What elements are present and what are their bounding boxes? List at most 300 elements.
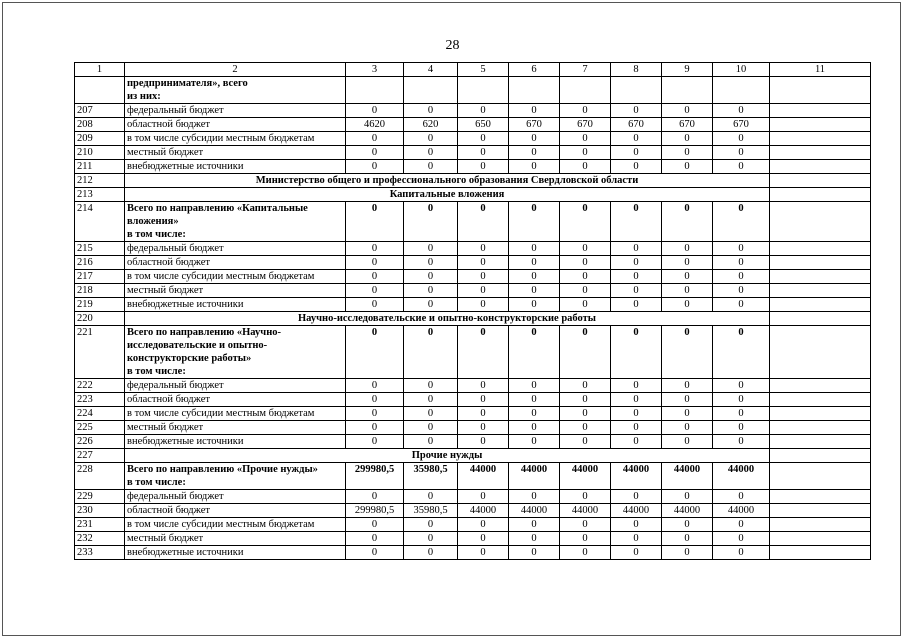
value-cell: 0 <box>509 256 560 270</box>
value-cell: 0 <box>404 546 458 560</box>
value-cell: 670 <box>611 118 662 132</box>
value-cell: 0 <box>662 202 713 242</box>
empty-cell <box>770 490 871 504</box>
table-row <box>75 132 871 146</box>
row-label: Всего по направлению «Капитальные вложения» в том числе: <box>125 202 346 242</box>
value-cell: 0 <box>662 546 713 560</box>
empty-cell <box>770 104 871 118</box>
value-cell: 0 <box>611 270 662 284</box>
value-cell: 0 <box>458 379 509 393</box>
value-cell: 44000 <box>509 463 560 490</box>
row-number: 231 <box>75 518 125 532</box>
value-cell: 0 <box>560 104 611 118</box>
value-cell: 0 <box>458 146 509 160</box>
empty-cell <box>770 393 871 407</box>
value-cell: 670 <box>509 118 560 132</box>
column-header: 10 <box>713 63 770 77</box>
column-header: 2 <box>125 63 346 77</box>
table-body <box>75 63 871 560</box>
value-cell: 0 <box>509 518 560 532</box>
row-number: 207 <box>75 104 125 118</box>
table-row <box>75 118 871 132</box>
value-cell: 0 <box>509 532 560 546</box>
value-cell: 0 <box>458 132 509 146</box>
value-cell: 0 <box>662 132 713 146</box>
value-cell: 0 <box>346 298 404 312</box>
row-number: 226 <box>75 435 125 449</box>
row-number: 208 <box>75 118 125 132</box>
empty-cell <box>770 160 871 174</box>
value-cell: 650 <box>458 118 509 132</box>
value-cell: 0 <box>509 270 560 284</box>
value-cell: 0 <box>509 160 560 174</box>
value-cell: 0 <box>560 379 611 393</box>
value-cell: 0 <box>509 242 560 256</box>
row-number <box>75 77 125 104</box>
table-row <box>75 421 871 435</box>
value-cell <box>404 77 458 104</box>
empty-cell <box>770 532 871 546</box>
column-header: 5 <box>458 63 509 77</box>
table-row <box>75 532 871 546</box>
empty-cell <box>770 298 871 312</box>
table-row <box>75 270 871 284</box>
table-row <box>75 435 871 449</box>
value-cell: 0 <box>404 256 458 270</box>
value-cell: 0 <box>458 104 509 118</box>
table-row <box>75 518 871 532</box>
row-number: 212 <box>75 174 125 188</box>
column-header: 6 <box>509 63 560 77</box>
value-cell: 0 <box>611 160 662 174</box>
value-cell: 0 <box>404 132 458 146</box>
value-cell: 0 <box>662 270 713 284</box>
row-label: Всего по направлению «Прочие нужды» в том числе: <box>125 463 346 490</box>
value-cell: 0 <box>713 435 770 449</box>
value-cell: 0 <box>404 202 458 242</box>
row-number: 211 <box>75 160 125 174</box>
value-cell: 0 <box>611 146 662 160</box>
empty-cell <box>770 379 871 393</box>
row-number: 218 <box>75 284 125 298</box>
value-cell: 0 <box>404 490 458 504</box>
table-row <box>75 393 871 407</box>
section-row <box>75 174 871 188</box>
value-cell: 0 <box>560 532 611 546</box>
value-cell: 0 <box>346 407 404 421</box>
empty-cell <box>770 132 871 146</box>
value-cell: 0 <box>458 407 509 421</box>
row-number: 215 <box>75 242 125 256</box>
value-cell: 0 <box>713 546 770 560</box>
value-cell: 0 <box>662 379 713 393</box>
value-cell: 0 <box>662 490 713 504</box>
value-cell: 299980,5 <box>346 463 404 490</box>
row-number: 213 <box>75 188 125 202</box>
table-row <box>75 463 871 490</box>
value-cell: 0 <box>458 270 509 284</box>
value-cell: 0 <box>560 435 611 449</box>
empty-cell <box>770 270 871 284</box>
value-cell: 44000 <box>713 504 770 518</box>
value-cell: 0 <box>509 546 560 560</box>
table-row <box>75 379 871 393</box>
value-cell: 0 <box>509 104 560 118</box>
value-cell: 0 <box>404 518 458 532</box>
value-cell: 0 <box>404 160 458 174</box>
value-cell: 0 <box>346 256 404 270</box>
row-number: 219 <box>75 298 125 312</box>
value-cell: 0 <box>404 146 458 160</box>
value-cell: 0 <box>458 242 509 256</box>
empty-cell <box>770 546 871 560</box>
value-cell: 0 <box>458 160 509 174</box>
value-cell: 0 <box>662 242 713 256</box>
value-cell: 0 <box>509 202 560 242</box>
table-row <box>75 326 871 379</box>
value-cell: 0 <box>346 490 404 504</box>
empty-cell <box>770 256 871 270</box>
row-label: Всего по направлению «Научно-исследовательские и опытно-конструкторские работы» в том числе: <box>125 326 346 379</box>
value-cell: 0 <box>611 518 662 532</box>
value-cell: 0 <box>346 326 404 379</box>
table-row <box>75 202 871 242</box>
value-cell: 0 <box>713 518 770 532</box>
empty-cell <box>770 504 871 518</box>
value-cell: 0 <box>346 393 404 407</box>
value-cell: 0 <box>662 298 713 312</box>
row-label: федеральный бюджет <box>125 490 346 504</box>
value-cell: 0 <box>509 393 560 407</box>
value-cell: 0 <box>611 326 662 379</box>
value-cell: 0 <box>458 532 509 546</box>
value-cell: 0 <box>346 104 404 118</box>
value-cell: 0 <box>713 146 770 160</box>
value-cell: 0 <box>560 546 611 560</box>
value-cell: 0 <box>662 435 713 449</box>
row-label: областной бюджет <box>125 393 346 407</box>
row-number: 229 <box>75 490 125 504</box>
table-row <box>75 490 871 504</box>
column-header: 9 <box>662 63 713 77</box>
empty-cell <box>770 407 871 421</box>
value-cell: 0 <box>346 379 404 393</box>
value-cell: 0 <box>713 379 770 393</box>
value-cell: 0 <box>404 393 458 407</box>
value-cell: 0 <box>458 518 509 532</box>
row-number: 227 <box>75 449 125 463</box>
empty-cell <box>770 449 871 463</box>
value-cell <box>509 77 560 104</box>
row-label: местный бюджет <box>125 532 346 546</box>
row-label: внебюджетные источники <box>125 435 346 449</box>
value-cell: 0 <box>404 326 458 379</box>
value-cell: 0 <box>560 393 611 407</box>
table-row <box>75 146 871 160</box>
section-title: Министерство общего и профессионального образования Свердловской области <box>125 174 770 188</box>
value-cell: 0 <box>560 407 611 421</box>
row-number: 222 <box>75 379 125 393</box>
value-cell <box>662 77 713 104</box>
value-cell: 0 <box>458 421 509 435</box>
row-number: 221 <box>75 326 125 379</box>
value-cell <box>560 77 611 104</box>
value-cell: 0 <box>346 160 404 174</box>
value-cell: 44000 <box>611 463 662 490</box>
value-cell: 44000 <box>662 463 713 490</box>
value-cell: 0 <box>404 532 458 546</box>
page-number: 28 <box>445 38 460 53</box>
value-cell: 0 <box>346 146 404 160</box>
value-cell: 0 <box>458 284 509 298</box>
value-cell: 0 <box>560 518 611 532</box>
row-number: 228 <box>75 463 125 490</box>
value-cell: 0 <box>404 242 458 256</box>
value-cell: 0 <box>458 202 509 242</box>
value-cell: 0 <box>611 298 662 312</box>
value-cell: 0 <box>611 256 662 270</box>
value-cell: 0 <box>346 242 404 256</box>
value-cell: 0 <box>611 379 662 393</box>
empty-cell <box>770 421 871 435</box>
value-cell: 0 <box>458 435 509 449</box>
value-cell: 0 <box>611 393 662 407</box>
table-row <box>75 104 871 118</box>
value-cell: 0 <box>509 435 560 449</box>
empty-cell <box>770 77 871 104</box>
value-cell: 670 <box>713 118 770 132</box>
value-cell <box>611 77 662 104</box>
row-label: областной бюджет <box>125 504 346 518</box>
value-cell <box>458 77 509 104</box>
value-cell: 0 <box>509 326 560 379</box>
header-row <box>75 63 871 77</box>
table-row <box>75 546 871 560</box>
row-number: 210 <box>75 146 125 160</box>
value-cell: 0 <box>509 407 560 421</box>
empty-cell <box>770 435 871 449</box>
table-row <box>75 77 871 104</box>
value-cell: 0 <box>560 421 611 435</box>
value-cell: 0 <box>713 242 770 256</box>
row-number: 230 <box>75 504 125 518</box>
value-cell: 44000 <box>509 504 560 518</box>
value-cell: 0 <box>458 256 509 270</box>
column-header: 3 <box>346 63 404 77</box>
value-cell: 0 <box>662 160 713 174</box>
table-row <box>75 256 871 270</box>
value-cell: 0 <box>662 256 713 270</box>
value-cell: 0 <box>404 298 458 312</box>
value-cell: 44000 <box>611 504 662 518</box>
value-cell: 0 <box>346 435 404 449</box>
value-cell: 44000 <box>560 463 611 490</box>
empty-cell <box>770 146 871 160</box>
row-label: федеральный бюджет <box>125 242 346 256</box>
empty-cell <box>770 202 871 242</box>
empty-cell <box>770 174 871 188</box>
row-label: внебюджетные источники <box>125 546 346 560</box>
value-cell: 0 <box>346 284 404 298</box>
value-cell: 0 <box>458 546 509 560</box>
row-label: в том числе субсидии местным бюджетам <box>125 518 346 532</box>
value-cell: 0 <box>560 146 611 160</box>
value-cell: 4620 <box>346 118 404 132</box>
value-cell: 0 <box>662 146 713 160</box>
value-cell: 0 <box>560 284 611 298</box>
value-cell: 0 <box>611 202 662 242</box>
value-cell: 0 <box>560 242 611 256</box>
value-cell: 0 <box>458 393 509 407</box>
value-cell: 0 <box>713 132 770 146</box>
row-label: в том числе субсидии местным бюджетам <box>125 270 346 284</box>
section-title: Научно-исследовательские и опытно-конструкторские работы <box>125 312 770 326</box>
column-header: 8 <box>611 63 662 77</box>
value-cell: 0 <box>662 421 713 435</box>
value-cell: 0 <box>611 284 662 298</box>
row-number: 220 <box>75 312 125 326</box>
value-cell: 0 <box>458 326 509 379</box>
row-label: местный бюджет <box>125 421 346 435</box>
value-cell: 0 <box>662 532 713 546</box>
section-row <box>75 449 871 463</box>
value-cell: 0 <box>346 202 404 242</box>
section-title: Прочие нужды <box>125 449 770 463</box>
column-header: 11 <box>770 63 871 77</box>
value-cell: 0 <box>509 146 560 160</box>
budget-table <box>74 62 871 560</box>
value-cell: 35980,5 <box>404 463 458 490</box>
value-cell: 0 <box>346 270 404 284</box>
value-cell: 0 <box>509 421 560 435</box>
section-row <box>75 312 871 326</box>
value-cell: 0 <box>611 132 662 146</box>
value-cell: 0 <box>611 407 662 421</box>
value-cell: 0 <box>713 298 770 312</box>
value-cell: 299980,5 <box>346 504 404 518</box>
column-header: 4 <box>404 63 458 77</box>
value-cell: 0 <box>611 104 662 118</box>
value-cell: 44000 <box>458 504 509 518</box>
empty-cell <box>770 188 871 202</box>
value-cell: 0 <box>560 326 611 379</box>
value-cell: 0 <box>713 104 770 118</box>
row-label: местный бюджет <box>125 284 346 298</box>
value-cell: 0 <box>662 393 713 407</box>
value-cell: 0 <box>611 242 662 256</box>
value-cell: 0 <box>560 490 611 504</box>
value-cell: 0 <box>560 202 611 242</box>
table-row <box>75 160 871 174</box>
empty-cell <box>770 463 871 490</box>
value-cell: 0 <box>713 393 770 407</box>
row-label: внебюджетные источники <box>125 298 346 312</box>
value-cell: 0 <box>662 284 713 298</box>
row-number: 233 <box>75 546 125 560</box>
value-cell: 0 <box>404 421 458 435</box>
empty-cell <box>770 312 871 326</box>
value-cell: 0 <box>713 421 770 435</box>
value-cell: 670 <box>662 118 713 132</box>
value-cell: 0 <box>346 546 404 560</box>
value-cell: 0 <box>611 435 662 449</box>
value-cell: 0 <box>404 435 458 449</box>
row-number: 217 <box>75 270 125 284</box>
value-cell: 620 <box>404 118 458 132</box>
row-number: 209 <box>75 132 125 146</box>
value-cell: 0 <box>713 202 770 242</box>
value-cell: 0 <box>509 132 560 146</box>
value-cell: 44000 <box>662 504 713 518</box>
value-cell: 0 <box>560 298 611 312</box>
value-cell: 0 <box>346 518 404 532</box>
empty-cell <box>770 284 871 298</box>
table-row <box>75 242 871 256</box>
row-label: в том числе субсидии местным бюджетам <box>125 407 346 421</box>
value-cell: 0 <box>611 532 662 546</box>
value-cell: 0 <box>560 160 611 174</box>
value-cell: 0 <box>713 407 770 421</box>
empty-cell <box>770 242 871 256</box>
value-cell: 0 <box>662 326 713 379</box>
row-number: 214 <box>75 202 125 242</box>
value-cell: 0 <box>611 546 662 560</box>
value-cell: 0 <box>458 490 509 504</box>
row-label: местный бюджет <box>125 146 346 160</box>
row-number: 224 <box>75 407 125 421</box>
column-header: 1 <box>75 63 125 77</box>
value-cell: 0 <box>346 421 404 435</box>
value-cell: 0 <box>713 532 770 546</box>
row-number: 232 <box>75 532 125 546</box>
value-cell: 44000 <box>560 504 611 518</box>
table-row <box>75 504 871 518</box>
row-label: областной бюджет <box>125 256 346 270</box>
value-cell: 0 <box>458 298 509 312</box>
row-number: 225 <box>75 421 125 435</box>
value-cell: 0 <box>713 160 770 174</box>
value-cell: 0 <box>713 284 770 298</box>
value-cell: 0 <box>404 104 458 118</box>
table-row <box>75 407 871 421</box>
value-cell: 0 <box>509 298 560 312</box>
value-cell: 0 <box>404 284 458 298</box>
value-cell: 0 <box>509 379 560 393</box>
value-cell: 0 <box>509 490 560 504</box>
value-cell: 670 <box>560 118 611 132</box>
value-cell: 0 <box>560 256 611 270</box>
value-cell: 0 <box>509 284 560 298</box>
value-cell: 44000 <box>713 463 770 490</box>
value-cell: 0 <box>713 256 770 270</box>
value-cell: 0 <box>560 132 611 146</box>
value-cell: 0 <box>662 518 713 532</box>
value-cell: 0 <box>404 407 458 421</box>
row-label: в том числе субсидии местным бюджетам <box>125 132 346 146</box>
row-label: предпринимателя», всего из них: <box>125 77 346 104</box>
section-row <box>75 188 871 202</box>
value-cell: 0 <box>611 490 662 504</box>
section-title: Капитальные вложения <box>125 188 770 202</box>
table-row <box>75 298 871 312</box>
value-cell: 44000 <box>458 463 509 490</box>
value-cell: 0 <box>611 421 662 435</box>
row-label: внебюджетные источники <box>125 160 346 174</box>
value-cell: 0 <box>713 326 770 379</box>
row-number: 223 <box>75 393 125 407</box>
value-cell: 0 <box>404 270 458 284</box>
column-header: 7 <box>560 63 611 77</box>
